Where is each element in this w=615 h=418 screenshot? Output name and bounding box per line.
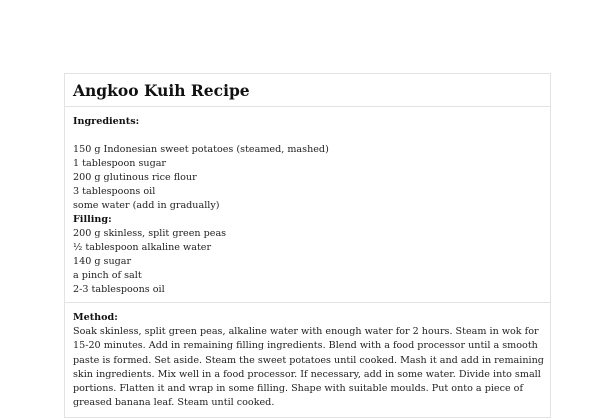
filling-item: 200 g skinless, split green peas: [73, 228, 227, 239]
ingredient-item: 1 tablespoon sugar: [73, 158, 167, 169]
filling-heading: Filling:: [73, 214, 112, 225]
ingredients-heading: Ingredients:: [73, 116, 140, 127]
method-heading: Method:: [73, 312, 118, 323]
ingredient-item: 3 tablespoons oil: [73, 186, 156, 197]
method-line: 15-20 minutes. Add in remaining filling ingredients. Blend with a food processor until a smooth: [73, 340, 538, 352]
filling-item: 2-3 tablespoons oil: [73, 284, 165, 295]
filling-item: ½ tablespoon alkaline water: [73, 242, 212, 253]
ingredients-section: [65, 107, 550, 303]
filling-item: a pinch of salt: [73, 270, 142, 281]
filling-item: 140 g sugar: [73, 256, 132, 267]
recipe-card: [64, 73, 551, 418]
method-line: portions. Flatten it and wrap in some filling. Shape with suitable moulds. Put onto a piece of: [73, 383, 524, 395]
ingredient-item: 200 g glutinous rice flour: [73, 172, 197, 183]
recipe-title: Angkoo Kuih Recipe: [65, 74, 550, 107]
ingredient-item: some water (add in gradually): [73, 200, 220, 211]
method-section: [65, 303, 550, 410]
ingredient-item: 150 g Indonesian sweet potatoes (steamed, mashed): [73, 144, 329, 155]
method-line: paste is formed. Set aside. Steam the sweet potatoes until cooked. Mash it and add in remaining: [73, 354, 544, 366]
method-line: Soak skinless, split green peas, alkaline water with enough water for 2 hours. Steam in wok for: [73, 326, 539, 338]
method-line: greased banana leaf. Steam until cooked.: [73, 397, 275, 409]
method-line: skin ingredients. Mix well in a food processor. If necessary, add in some water. Divide into small: [73, 368, 541, 380]
